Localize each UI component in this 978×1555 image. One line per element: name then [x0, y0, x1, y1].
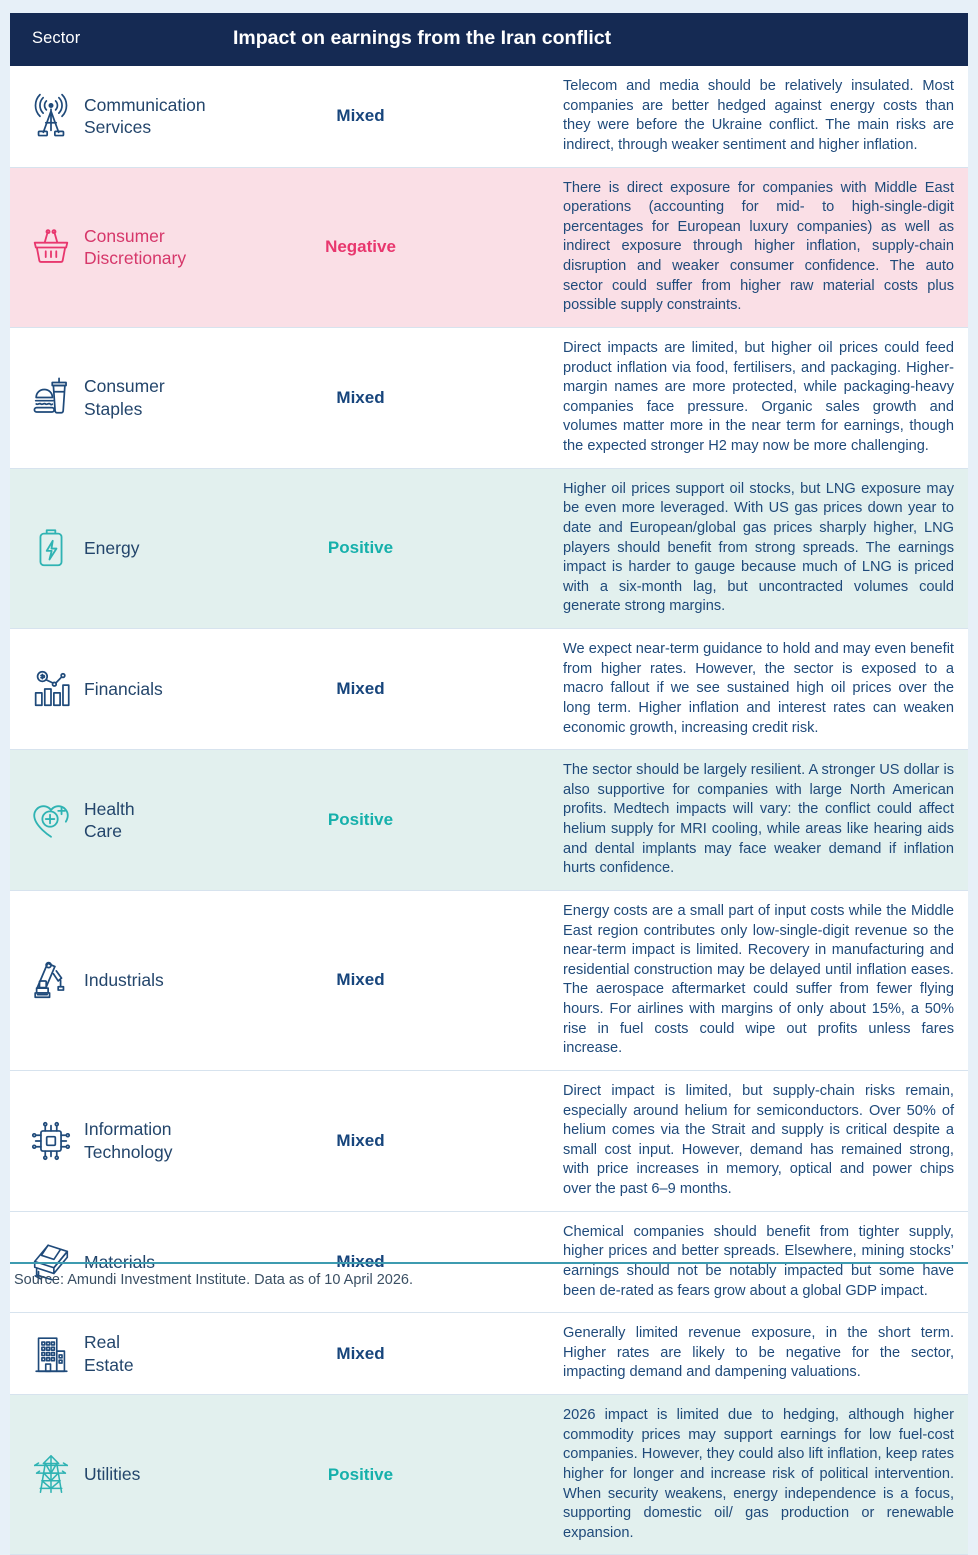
robot-arm-icon [18, 957, 84, 1003]
impact-rating-badge: Mixed [336, 1251, 385, 1271]
sector-icon-cell [10, 167, 84, 327]
impact-description: Telecom and media should be relatively insulated. Most companies are better hedged against energy costs than they were before the Ukraine conflict. The main risks are indirect, through weaker sentiment and higher inflation. [563, 78, 954, 153]
impact-description: The sector should be largely resilient. A stronger US dollar is also supportive for companies with large North American profits. Medtech impacts will vary: the conflict could affect helium supply for MRI cooling, while areas like hearing aids and dental implants may face weaker demand if inflation hurts confidence. [563, 762, 954, 877]
sector-name: Financials [84, 678, 163, 699]
battery-bolt-icon [18, 525, 84, 571]
table-header [10, 13, 968, 66]
sector-icon-cell [10, 1313, 84, 1395]
impact-rating-badge: Mixed [336, 1343, 385, 1363]
sector-name: Real Estate [84, 1332, 134, 1375]
impact-rating-badge: Mixed [336, 970, 385, 990]
column-header-impact: Impact on earnings from the Iran conflict [158, 13, 968, 66]
sector-name: Industrials [84, 970, 164, 991]
sector-name: Health Care [84, 798, 135, 841]
office-building-icon [18, 1331, 84, 1377]
radio-tower-icon [18, 93, 84, 139]
sector-name: Consumer Staples [84, 376, 165, 419]
bar-chart-coin-icon [18, 666, 84, 712]
table-row [10, 1313, 968, 1395]
sector-name: Consumer Discretionary [84, 225, 187, 269]
sector-icon-cell [10, 890, 84, 1070]
sector-icon-cell [10, 1070, 84, 1211]
header-row [10, 13, 968, 66]
sector-name: Communication Services [84, 94, 206, 138]
shopping-basket-icon [18, 224, 84, 270]
sector-icon-cell [10, 327, 84, 468]
impact-description: Energy costs are a small part of input costs while the Middle East region contributes only low-single-digit revenue so the near-term impact is limited. Recovery in manufacturing and residential construction may be delayed until inflation eases. The aerospace aftermarket could suffer from fewer flying hours. For airlines with margins of only about 15%, a 50% rise in fuel costs could wipe out profits unless fares increase. [563, 902, 954, 1057]
impact-table-wrapper [10, 13, 968, 1555]
impact-description: Direct impact is limited, but supply-chain risks remain, especially around helium for semiconductors. Over 50% of helium comes via the Strait and supply is critical despite a small cost input. However, demand has remained strong, with price increases in memory, optical and power chips over the past 6–9 months. [563, 1082, 954, 1197]
sector-icon-cell [10, 629, 84, 750]
power-pylon-icon [18, 1452, 84, 1498]
impact-description: We expect near-term guidance to hold and may even benefit from higher rates. However, the sector is exposed to a macro fallout if we see sustained high oil prices over the long term. Higher inflation and interest rates can weaken economic growth, increasing credit risk. [563, 641, 954, 736]
sector-name: Information Technology [84, 1119, 173, 1162]
impact-rating-badge: Mixed [336, 1130, 385, 1150]
impact-description: Direct impacts are limited, but higher oil prices could feed product inflation via food, fertilisers, and packaging. Higher-margin names are more protected, while packaging-heavy companies face pressure. Organic sales growth and volumes matter more in the near term for earnings, though the expected stronger H2 may now be more challenging. [563, 339, 954, 454]
sector-name: Energy [84, 538, 140, 559]
sector-icon-cell [10, 468, 84, 628]
table-row [10, 1395, 968, 1555]
impact-rating-badge: Mixed [336, 679, 385, 699]
source-note: Source: Amundi Investment Institute. Data as of 10 April 2026. [14, 1272, 413, 1288]
table-row [10, 750, 968, 891]
table-row [10, 327, 968, 468]
impact-description: Generally limited revenue exposure, in the short term. Higher rates are likely to be negative for the sector, impacting demand and dampening valuations. [563, 1325, 954, 1381]
sector-icon-cell [10, 66, 84, 167]
burger-drink-icon [18, 375, 84, 421]
table-row [10, 890, 968, 1070]
impact-rating-badge: Mixed [336, 106, 385, 126]
impact-description: Chemical companies should benefit from tighter supply, higher prices and better spreads. Elsewhere, mining stocks’ earnings should not be notably impacted but some have been de-rated as fears grow about a global GDP impact. [563, 1223, 954, 1299]
impact-rating-badge: Positive [327, 810, 394, 829]
impact-rating-badge: Mixed [336, 387, 385, 407]
impact-rating-badge: Positive [327, 1464, 394, 1484]
footer [10, 1262, 968, 1288]
sector-name: Materials [84, 1251, 155, 1272]
sector-icon-cell [10, 1395, 84, 1555]
table-row [10, 468, 968, 628]
table-row [10, 66, 968, 167]
table-body [10, 66, 968, 1555]
sector-name: Utilities [84, 1464, 141, 1485]
impact-description: There is direct exposure for companies with Middle East operations (accounting for mid- to high-single-digit percentages for European luxury companies) as well as indirect exposure through higher inflation, supply-chain disruption and weaker consumer confidence. The auto sector could suffer from higher raw material costs plus possible supply constraints. [563, 179, 954, 314]
column-header-sector: Sector [10, 13, 158, 66]
table-row [10, 1070, 968, 1211]
impact-rating-badge: Positive [327, 538, 394, 558]
impact-description: Higher oil prices support oil stocks, but LNG exposure may be even more leveraged. With US gas prices down year to date and European/global gas prices sharply higher, LNG players should benefit from strong spreads. The earnings impact is harder to gauge because much of LNG is priced with a six-month lag, but uncontracted volumes could generate strong margins. [563, 480, 954, 615]
microchip-icon [18, 1118, 84, 1164]
impact-rating-badge: Negative [325, 237, 396, 257]
sector-icon-cell [10, 750, 84, 891]
heart-cross-icon [18, 797, 84, 843]
impact-description: 2026 impact is limited due to hedging, although higher commodity prices may support earnings for low fuel-cost companies. However, they could also lift inflation, keep rates higher for longer and increase risk of political intervention. When security weakens, energy independence is a focus, supporting domestic oil/ gas production or renewable expansion. [563, 1407, 954, 1541]
footer-divider [10, 1262, 968, 1264]
table-row [10, 167, 968, 327]
impact-table [10, 13, 968, 1555]
table-row [10, 629, 968, 750]
